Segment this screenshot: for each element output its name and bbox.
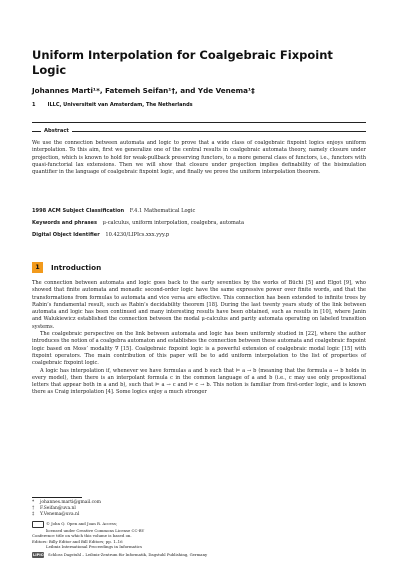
section-number: 1 [32,262,43,273]
acm-classification [32,208,366,215]
abstract-heading [32,128,366,134]
section-title: Introduction [51,263,102,272]
footnote-email: johannes.marti@gmail.com [40,500,101,505]
license-block [32,521,366,549]
affiliation-name: ILLC, Universiteit van Amsterdam, The Netherlands [47,102,193,108]
doi-label: Digital Object Identifier [32,232,100,238]
intro-paragraph: The connection between automata and logic goes back to the early seventies by the works of Büchi [5] and Elgot [9], who showed that finite automata and monadic second-order logic have the same expressive power over finite words, and that the transformations from formulas to automata and vice versa are effective. This connection has been extended to infinite trees by Rabin’s fundamental result, such as Rabin’s decidability theorem [18]. During the last twenty years study of the link between automata and logic has been continued and many interesting results have been obtained, such as results in [10], where Janin and Walukiewicz established the connection between the modal μ-calculus and parity automata operating on labeled transition systems. [32,280,366,330]
intro-paragraph: The coalgebraic perspective on the link between automata and logic has been uniformly studied in [22], where the author introduces the notion of a coalgebra automaton and establishes the connection between these automata and coalgebraic fixpoint logic based on Moss’ modality ∇ [15]. Coalgebraic fixpoint logic is a powerful extension of coalgebraic modal logic [15] with fixpoint operators. The main contribution of this paper will be to add uniform interpolation to the list of properties of coalgebraic fixpoint logic. [32,331,366,367]
footnote-mark: † [32,506,35,512]
footnote-mark: * [32,500,35,505]
series-text: Leibniz International Proceedings in Informatics [46,543,142,549]
abstract-rule-right [72,131,366,132]
footnote-email: F.Seifan@uva.nl [40,506,76,512]
section-heading [32,262,366,273]
publisher-text: Schloss Dagstuhl – Leibniz-Zentrum für Informatik, Dagstuhl Publishing, Germany [48,552,208,557]
paper-title: Uniform Interpolation for Coalgebraic Fixpoint Logic [32,48,333,77]
doi [32,232,366,239]
acm-value: F.4.1 Mathematical Logic [129,208,196,214]
keywords [32,220,366,227]
affiliation-number: 1 [32,102,36,108]
copyright-text: © John Q. Open and Joan R. Access; [46,521,118,526]
acm-label: 1998 ACM Subject Classification [32,208,125,214]
keywords-label: Keywords and phrases [32,220,98,226]
conference-text: Conference title on which this volume is based on. [32,533,132,539]
footnote-rule [32,497,82,498]
affiliation [32,102,372,108]
abstract-heading-label: Abstract [44,128,69,134]
footnotes [32,500,332,519]
doi-value: 10.4230/LIPIcs.xxx.yyy.p [105,232,170,238]
abstract-rule-left [32,131,41,132]
intro-paragraph: A logic has interpolation if, whenever we have formulas a and b such that ⊨ a → b (meaning that the formula a → b holds in every model), then there is an interpolant formula c in the common language of a and b (i.e., c may use only propositional letters that appear both in a and b), such that ⊨ a → c and ⊨ c → b. This notion is familiar from first-order logic, and is known there as Craig interpolation [4]. Some logics enjoy a much stronger [32,367,366,396]
footnote [32,512,332,518]
introduction-body [32,280,366,397]
footnote-mark: ‡ [32,512,35,518]
header-rule [32,122,366,123]
abstract-text: We use the connection between automata and logic to prove that a wide class of coalgebraic fixpoint logics enjoys uniform interpolation. To this aim, first we generalize one of the central results in coalgebraic automata theory, namely closure under projection, which is known to hold for weak-pullback preserving functors, to a more general class of functors, i.e., functors with quasi-functorial lax extensions. Then we will show that closure under projection implies definability of the bisimulation quantifier in the language of coalgebraic fixpoint logic, and finally we prove the uniform interpolation theorem. [32,140,366,176]
author-list: Johannes Marti¹*, Fatemeh Seifan¹†, and Yde Venema¹‡ [32,86,255,95]
keywords-value: μ-calculus, uniform interpolation, coalgebra, automata [102,220,245,226]
editors-text: Editors: Billy Editor and Bill Editors; pp. 1–16 [32,538,123,544]
license-text: licensed under Creative Commons License CC-BY [46,528,145,533]
cc-license-icon [32,521,44,528]
lipics-logo-text: LIPICS [33,553,46,557]
footnote-email: Y.Venema@uva.nl [40,512,80,518]
